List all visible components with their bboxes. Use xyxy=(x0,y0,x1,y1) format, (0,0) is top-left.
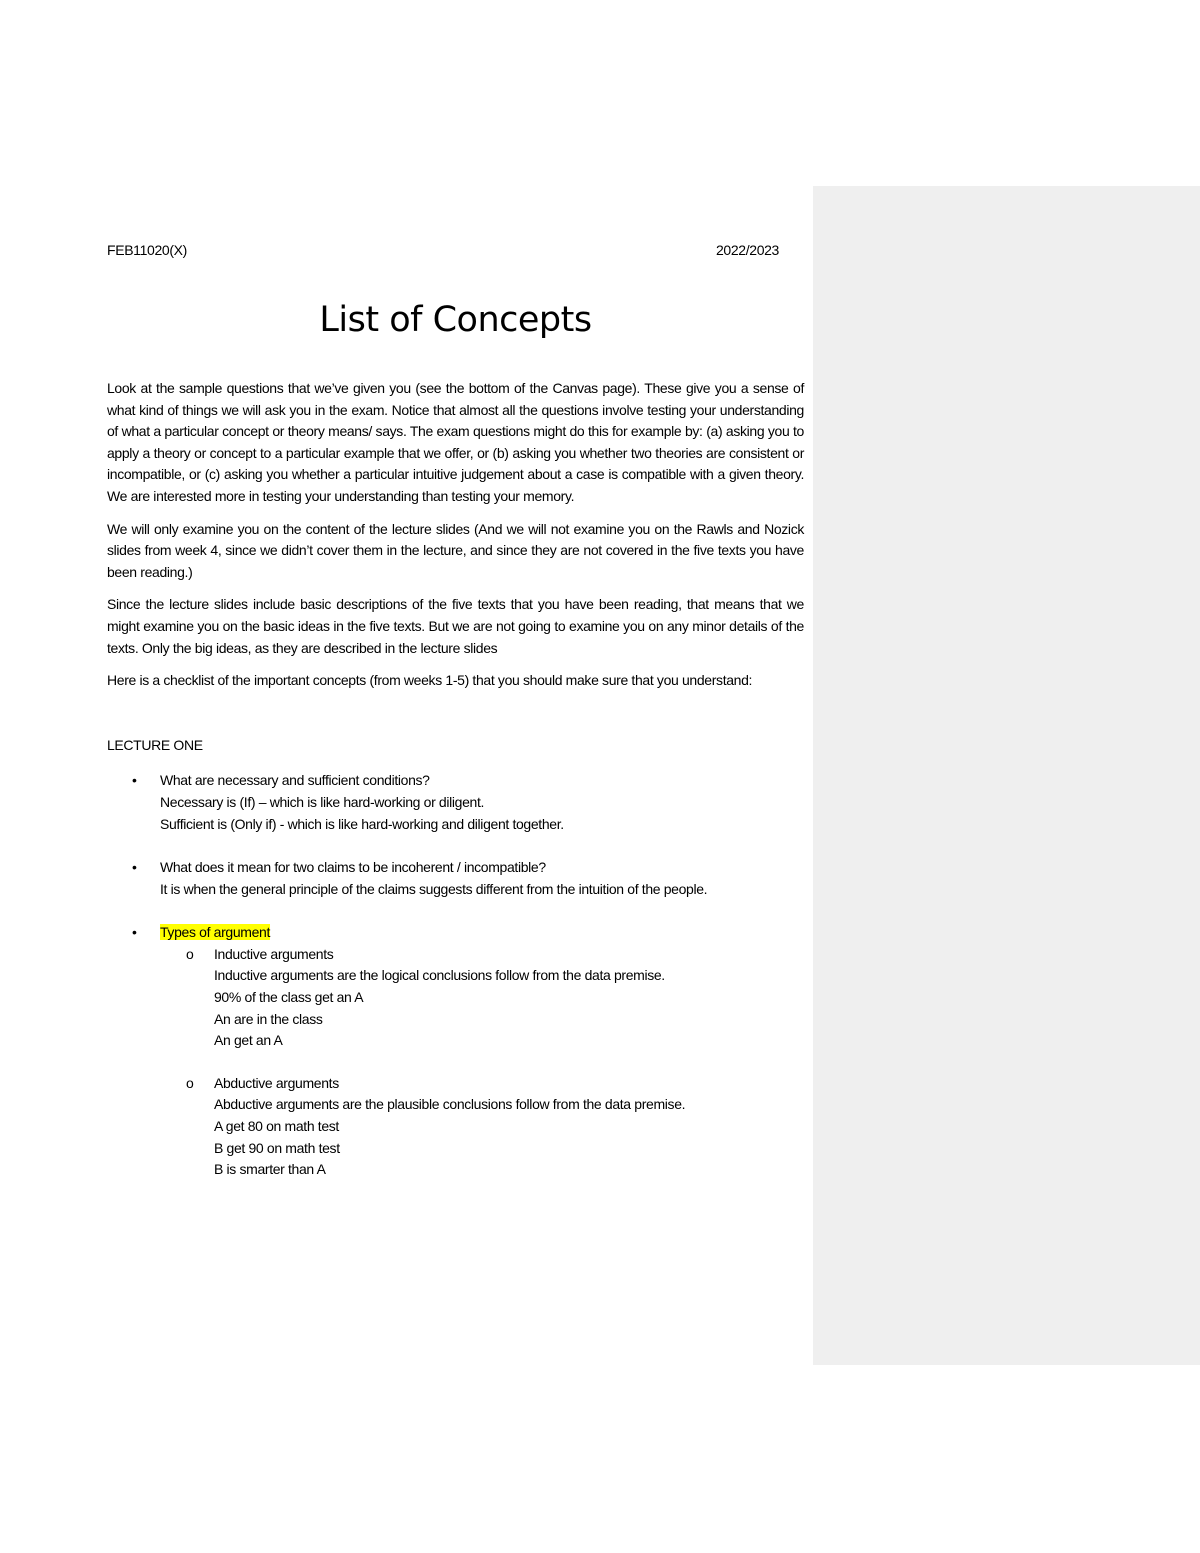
bullet-answer: Sufficient is (Only if) - which is like hard-working and diligent together. xyxy=(160,815,564,832)
checklist-intro-paragraph: Here is a checklist of the important concepts (from weeks 1-5) that you should make sure that you understand: xyxy=(107,672,753,689)
argument-name: o Inductive arguments xyxy=(214,945,334,962)
argument-line: A get 80 on math test xyxy=(214,1118,339,1135)
intro-paragraph: Look at the sample questions that we’ve given you (see the bottom of the Canvas page). These give you a sense of what kind of things we will ask you in the exam. Notice that almost all the questions involve testing your understanding of what a particular concept or theory means/ says. The exam questions might do this for example by: (a) asking you to apply a theory or concept to a particular example that we offer, or (b) asking you whether two theories are consistent or incompatible, or (c) asking you whether a particular intuitive judgement about a case is compatible with a given theory. We are interested more in testing your understanding than testing your memory. xyxy=(107,380,804,504)
texts-paragraph: Since the lecture slides include basic descriptions of the five texts that you have been reading, that means that we might examine you on the basic ideas in the five texts. But we are not going to examine you on any minor details of the texts. Only the big ideas, as they are described in the lecture slides xyxy=(107,596,804,656)
argument-line: An get an A xyxy=(214,1032,283,1049)
bullet-question: • What are necessary and sufficient conditions? xyxy=(160,772,430,789)
page-title: List of Concepts xyxy=(319,300,592,340)
section-heading: LECTURE ONE xyxy=(107,736,203,753)
bullet-question: • What does it mean for two claims to be incoherent / incompatible? xyxy=(160,859,546,876)
argument-line: An are in the class xyxy=(214,1010,323,1027)
argument-line: B get 90 on math test xyxy=(214,1139,340,1156)
argument-line: B is smarter than A xyxy=(214,1161,326,1178)
course-code: FEB11020(X) xyxy=(107,242,187,258)
scope-paragraph: We will only examine you on the content of the lecture slides (And we will not examine you on the Rawls and Nozick slides from week 4, since we didn’t cover them in the lecture, and since they are not covered in the five texts you have been reading.) xyxy=(107,520,804,580)
highlighted-text: Types of argument xyxy=(160,924,271,941)
argument-line: Inductive arguments are the logical conclusions follow from the data premise. xyxy=(214,967,665,984)
sub-list-item xyxy=(160,1073,804,1181)
academic-year: 2022/2023 xyxy=(715,242,779,258)
comment-pane xyxy=(813,186,1200,1365)
list-item xyxy=(107,770,804,835)
argument-line: Abductive arguments are the plausible conclusions follow from the data premise. xyxy=(214,1096,686,1113)
bullet-answer: Necessary is (If) – which is like hard-working or diligent. xyxy=(160,793,485,810)
argument-types-list xyxy=(160,944,804,1181)
sub-list-item xyxy=(160,944,804,1052)
list-item xyxy=(107,922,804,1181)
list-item xyxy=(107,857,804,900)
document-body xyxy=(107,378,804,1203)
concept-list xyxy=(107,770,804,1181)
argument-name: o Abductive arguments xyxy=(214,1074,339,1091)
bullet-answer: It is when the general principle of the claims suggests different from the intuition of the people. xyxy=(160,880,708,897)
argument-line: 90% of the class get an A xyxy=(214,989,364,1006)
